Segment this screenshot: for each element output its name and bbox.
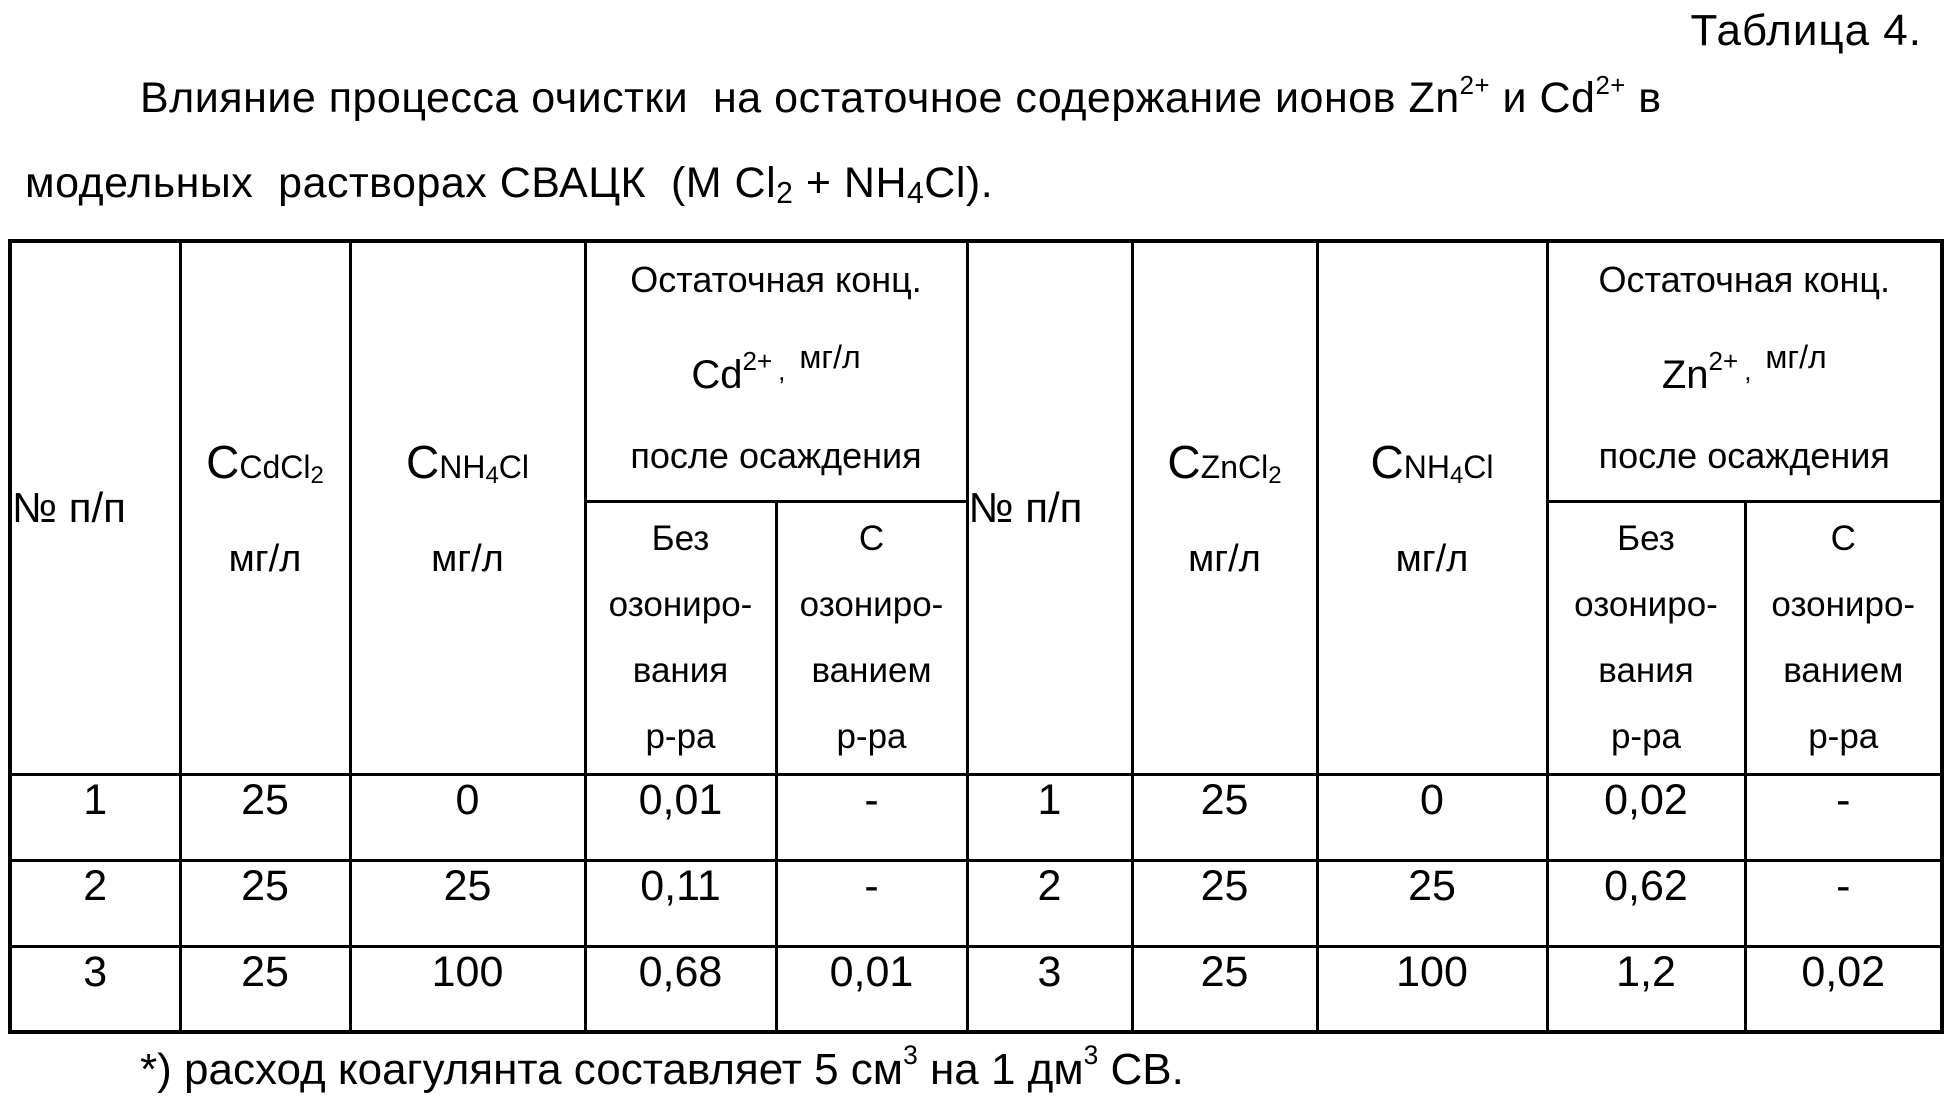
zncl2-index: 2 [1268, 461, 1282, 489]
unit-mg-l: мг/л [799, 338, 861, 375]
table-cell: 25 [180, 774, 350, 860]
table-cell: 100 [350, 946, 585, 1032]
table-cell: 0,01 [776, 946, 967, 1032]
unit-mg-l: мг/л [228, 537, 302, 580]
table-cell: 100 [1317, 946, 1547, 1032]
ion-cd: Cd [1539, 74, 1596, 122]
residual-after-cd: после осаждения [630, 435, 922, 476]
table-cell: - [1745, 774, 1942, 860]
col-header-residual-cd [585, 241, 967, 501]
residual-ion-line-zn [1555, 339, 1935, 398]
no-pp-label-zn: № п/п [968, 483, 1083, 531]
table-row [10, 946, 1942, 1032]
col-header-c-zncl2 [1132, 241, 1317, 774]
table-cell: 0,11 [585, 860, 776, 946]
table-cell: 0 [1317, 774, 1547, 860]
table-cell: 2 [10, 860, 180, 946]
unit-mg-l: мг/л [1188, 537, 1261, 580]
cd-ion: Cd [691, 352, 743, 397]
table-cell: 25 [180, 946, 350, 1032]
subcol-without-ozonation-zn: Без озониро- вания р-ра [1547, 501, 1745, 774]
footnote [140, 1040, 1948, 1095]
footnote-text-end: СВ. [1098, 1045, 1184, 1094]
cl-subscript: Cl [1463, 448, 1494, 485]
col-header-residual-zn [1547, 241, 1942, 501]
title-text-close: Cl). [924, 159, 994, 207]
table-cell: 0,01 [585, 774, 776, 860]
dm3-superscript: 3 [1083, 1040, 1099, 1070]
no-pp-label-cd: № п/п [12, 483, 126, 531]
c-nh4cl-formula-cd [352, 435, 584, 490]
table-cell: 3 [967, 946, 1132, 1032]
col-header-c-nh4cl-zn [1317, 241, 1547, 774]
col-header-no-pp-zn [967, 241, 1132, 774]
table-cell: 0,68 [585, 946, 776, 1032]
c-nh4cl-formula-zn [1319, 435, 1546, 490]
c-zncl2-formula [1134, 435, 1316, 490]
comma: , [778, 355, 786, 386]
ion-zn-charge: 2+ [1459, 72, 1491, 100]
title-text-1: Влияние процесса очистки на остаточное содержание ионов [140, 74, 1409, 122]
residual-title-zn: Остаточная конц. [1598, 259, 1890, 300]
title-text-2: модельных растворах СВАЦК (M Cl [25, 159, 777, 207]
unit-mg-l: мг/л [431, 537, 504, 580]
table-cell: 25 [350, 860, 585, 946]
cd-ion-charge: 2+ [742, 345, 773, 376]
table-row [10, 774, 1942, 860]
c-symbol: C [405, 435, 440, 488]
data-table [8, 239, 1944, 1034]
footnote-text-mid: на 1 дм [917, 1045, 1084, 1094]
nh-subscript: NH [1403, 448, 1450, 485]
residual-zn-block [1549, 243, 1941, 497]
title-and: и [1490, 74, 1540, 122]
residual-title-cd: Остаточная конц. [630, 259, 922, 300]
table-cell: 25 [1132, 860, 1317, 946]
c-cdcl2-formula [182, 435, 349, 490]
footnote-text: *) расход коагулянта составляет 5 см [140, 1045, 904, 1094]
nh4-index: 4 [485, 461, 499, 489]
title-plus: + NH [793, 159, 908, 207]
col-header-c-nh4cl-cd [350, 241, 585, 774]
table-cell: 1 [10, 774, 180, 860]
table-cell: 1 [967, 774, 1132, 860]
table-cell: 25 [1132, 946, 1317, 1032]
cl-subscript: Cl [498, 448, 530, 485]
subcol-without-ozonation-cd: Без озониро- вания р-ра [585, 501, 776, 774]
subcol-with-ozonation-cd: С озониро- ванием р-ра [776, 501, 967, 774]
cdcl-subscript: CdCl [239, 448, 311, 485]
table-cell: 0,02 [1745, 946, 1942, 1032]
table-cell: - [776, 774, 967, 860]
comma: , [1744, 355, 1752, 386]
table-cell: 25 [1132, 774, 1317, 860]
ion-cd-charge: 2+ [1595, 72, 1626, 100]
table-row [10, 860, 1942, 946]
table-cell: - [776, 860, 967, 946]
c-symbol: C [206, 435, 240, 488]
c-symbol: C [1167, 435, 1201, 488]
col-header-no-pp-cd [10, 241, 180, 774]
unit-mg-l: мг/л [1395, 537, 1469, 580]
nh4-subscript: 4 [907, 177, 925, 210]
table-cell: 0,62 [1547, 860, 1745, 946]
zncl-subscript: ZnCl [1200, 448, 1269, 485]
table-title-line-1 [140, 72, 1908, 123]
table-cell: - [1745, 860, 1942, 946]
unit-mg-l: мг/л [1765, 338, 1827, 375]
nh-subscript: NH [439, 448, 486, 485]
nh4-index: 4 [1449, 461, 1464, 489]
zn-ion: Zn [1661, 352, 1709, 397]
col-header-c-cdcl2 [180, 241, 350, 774]
zn-ion-charge: 2+ [1708, 345, 1739, 376]
table-title-line-2 [25, 159, 1908, 211]
table-cell: 2 [967, 860, 1132, 946]
cl2-subscript: 2 [776, 177, 794, 210]
cdcl2-index: 2 [310, 461, 324, 489]
ion-zn: Zn [1408, 74, 1460, 122]
residual-after-zn: после осаждения [1598, 435, 1890, 476]
residual-cd-block [587, 243, 966, 497]
cm3-superscript: 3 [903, 1040, 918, 1070]
table-cell: 3 [10, 946, 180, 1032]
table-cell: 1,2 [1547, 946, 1745, 1032]
table-cell: 25 [180, 860, 350, 946]
c-symbol: C [1370, 435, 1404, 488]
title-text-end: в [1625, 74, 1662, 122]
residual-ion-line-cd [593, 339, 960, 398]
table-caption: Таблица 4. [1690, 6, 1922, 55]
table-cell: 0,02 [1547, 774, 1745, 860]
subcol-with-ozonation-zn: С озониро- ванием р-ра [1745, 501, 1942, 774]
table-cell: 25 [1317, 860, 1547, 946]
header-row-main [10, 241, 1942, 501]
table-cell: 0 [350, 774, 585, 860]
